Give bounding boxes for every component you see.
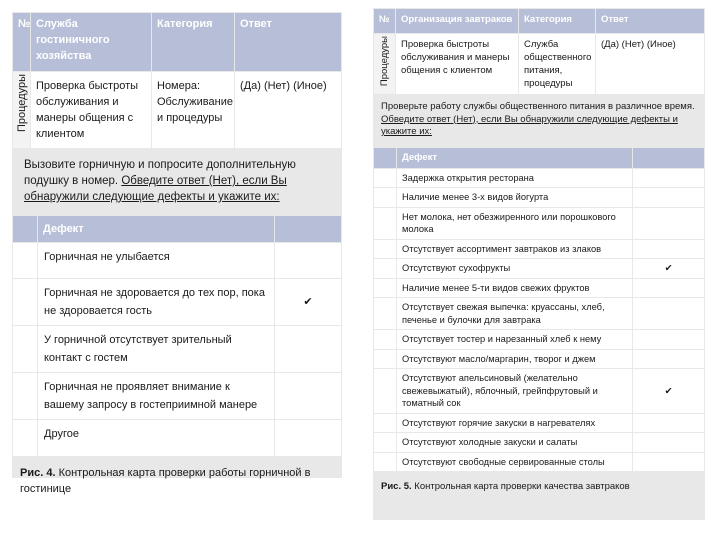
table-row	[374, 240, 704, 259]
defect-text: Отсутствует тостер и нарезанный хлеб к нему	[397, 330, 632, 349]
answer-header: Ответ	[596, 9, 704, 33]
check-mark[interactable]	[633, 330, 704, 349]
defect-text: Горничная не улыбается	[38, 243, 274, 278]
maid-checklist-panel	[12, 12, 342, 495]
category-cell: Номера: Обслуживание и процедуры	[152, 72, 234, 148]
table-row	[374, 279, 704, 298]
table-row	[374, 298, 704, 329]
check-mark[interactable]: ✔	[633, 369, 704, 413]
table-row	[13, 420, 341, 456]
table-row	[13, 279, 341, 325]
check-mark[interactable]	[633, 240, 704, 259]
instruction-underlined: Обведите ответ (Нет), если Вы обнаружили следующие дефекты и укажите их:	[24, 175, 287, 203]
check-mark[interactable]	[275, 243, 341, 278]
figure-label: Рис. 5.	[381, 481, 412, 492]
procedures-side-label	[13, 72, 30, 148]
answer-cell: (Да) (Нет) (Иное)	[235, 72, 341, 148]
num-header: №	[13, 13, 30, 71]
figure-caption-text: Контрольная карта проверки работы горничной в гостинице	[20, 467, 311, 495]
table-row	[374, 414, 704, 433]
defect-text: Наличие менее 3-х видов йогурта	[397, 188, 632, 207]
instruction-plain: Вызовите горничную и попросите дополнительную подушку в номер.	[24, 159, 296, 187]
category-header: Категория	[152, 13, 234, 71]
check-mark[interactable]	[633, 188, 704, 207]
check-mark[interactable]	[633, 298, 704, 329]
defect-text: Наличие менее 5-ти видов свежих фруктов	[397, 279, 632, 298]
org-cell: Проверка быстроты обслуживания и манеры общения с клиентом	[396, 34, 518, 94]
table-row	[374, 330, 704, 349]
instruction-text	[373, 95, 705, 147]
table-row	[374, 350, 704, 369]
check-mark[interactable]	[633, 433, 704, 452]
answer-header: Ответ	[235, 13, 341, 71]
defect-text: Другое	[38, 420, 274, 456]
defect-text: У горничной отсутствует зрительный контакт с гостем	[38, 326, 274, 372]
table-row	[374, 208, 704, 239]
defect-text: Отсутствуют апельсиновый (желательно свежевыжатый), яблочный, грейпфрутовый и томатный сок	[397, 369, 632, 413]
defect-text: Горничная не здоровается до тех пор, пока не здоровается гость	[38, 279, 274, 325]
defect-text: Отсутствуют холодные закуски и салаты	[397, 433, 632, 452]
check-mark[interactable]	[633, 453, 704, 472]
check-mark[interactable]	[275, 420, 341, 456]
defect-text: Отсутствуют свободные сервированные столы	[397, 453, 632, 472]
procedures-label: Процедуры	[379, 36, 390, 87]
defect-header-blank	[13, 216, 37, 242]
table-row	[374, 169, 704, 188]
category-header: Категория	[519, 9, 595, 33]
table-row	[13, 373, 341, 419]
category-cell: Служба общественного питания, процедуры	[519, 34, 595, 94]
defect-header: Дефект	[38, 216, 274, 242]
defect-header: Дефект	[397, 148, 632, 168]
service-header: Служба гостиничного хозяйства	[31, 13, 151, 71]
table-row	[374, 433, 704, 452]
org-header: Организация завтраков	[396, 9, 518, 33]
defect-text: Нет молока, нет обезжиренного или порошкового молока	[397, 208, 632, 239]
figure-caption-text: Контрольная карта проверки качества завтраков	[411, 481, 630, 492]
defect-text: Горничная не проявляет внимание к вашему запросу в гостеприимной манере	[38, 373, 274, 419]
defect-text: Отсутствуют горячие закуски в нагревателях	[397, 414, 632, 433]
num-header: №	[374, 9, 395, 33]
defect-text: Отсутствует ассортимент завтраков из злаков	[397, 240, 632, 259]
defect-header-blank	[374, 148, 396, 168]
instruction-text	[12, 149, 342, 215]
answer-cell: (Да) (Нет) (Иное)	[596, 34, 704, 94]
check-mark[interactable]: ✔	[275, 279, 341, 325]
table-row	[13, 243, 341, 278]
procedures-label: Процедуры	[15, 74, 28, 133]
check-mark[interactable]	[633, 169, 704, 188]
breakfast-checklist-panel	[373, 8, 705, 520]
instruction-plain: Проверьте работу службы общественного питания в различное время.	[381, 101, 695, 112]
table-row	[374, 259, 704, 278]
defect-text: Отсутствует свежая выпечка: круассаны, хлеб, печенье и булочки для завтрака	[397, 298, 632, 329]
figure-caption	[373, 472, 705, 501]
table-row	[374, 188, 704, 207]
defect-text: Задержка открытия ресторана	[397, 169, 632, 188]
maid-defects-table	[12, 215, 342, 457]
table-row	[13, 326, 341, 372]
table-row	[374, 453, 704, 472]
figure-label: Рис. 4.	[20, 467, 56, 479]
check-mark[interactable]	[633, 414, 704, 433]
breakfast-defects-table	[373, 147, 705, 473]
defect-text: Отсутствуют сухофрукты	[397, 259, 632, 278]
check-mark[interactable]: ✔	[633, 259, 704, 278]
check-mark[interactable]	[633, 208, 704, 239]
service-cell: Проверка быстроты обслуживания и манеры общения с клиентом	[31, 72, 151, 148]
instruction-underlined: Обведите ответ (Нет), если Вы обнаружили следующие дефекты и укажите их:	[381, 113, 678, 137]
check-mark[interactable]	[633, 279, 704, 298]
check-mark[interactable]	[633, 350, 704, 369]
check-mark[interactable]	[275, 326, 341, 372]
breakfast-header-table	[373, 8, 705, 95]
mark-header-blank	[633, 148, 704, 168]
defect-text: Отсутствуют масло/маргарин, творог и джем	[397, 350, 632, 369]
table-row	[374, 369, 704, 413]
figure-caption	[12, 457, 342, 505]
procedures-side-label	[374, 34, 395, 94]
mark-header-blank	[275, 216, 341, 242]
check-mark[interactable]	[275, 373, 341, 419]
maid-header-table	[12, 12, 342, 149]
